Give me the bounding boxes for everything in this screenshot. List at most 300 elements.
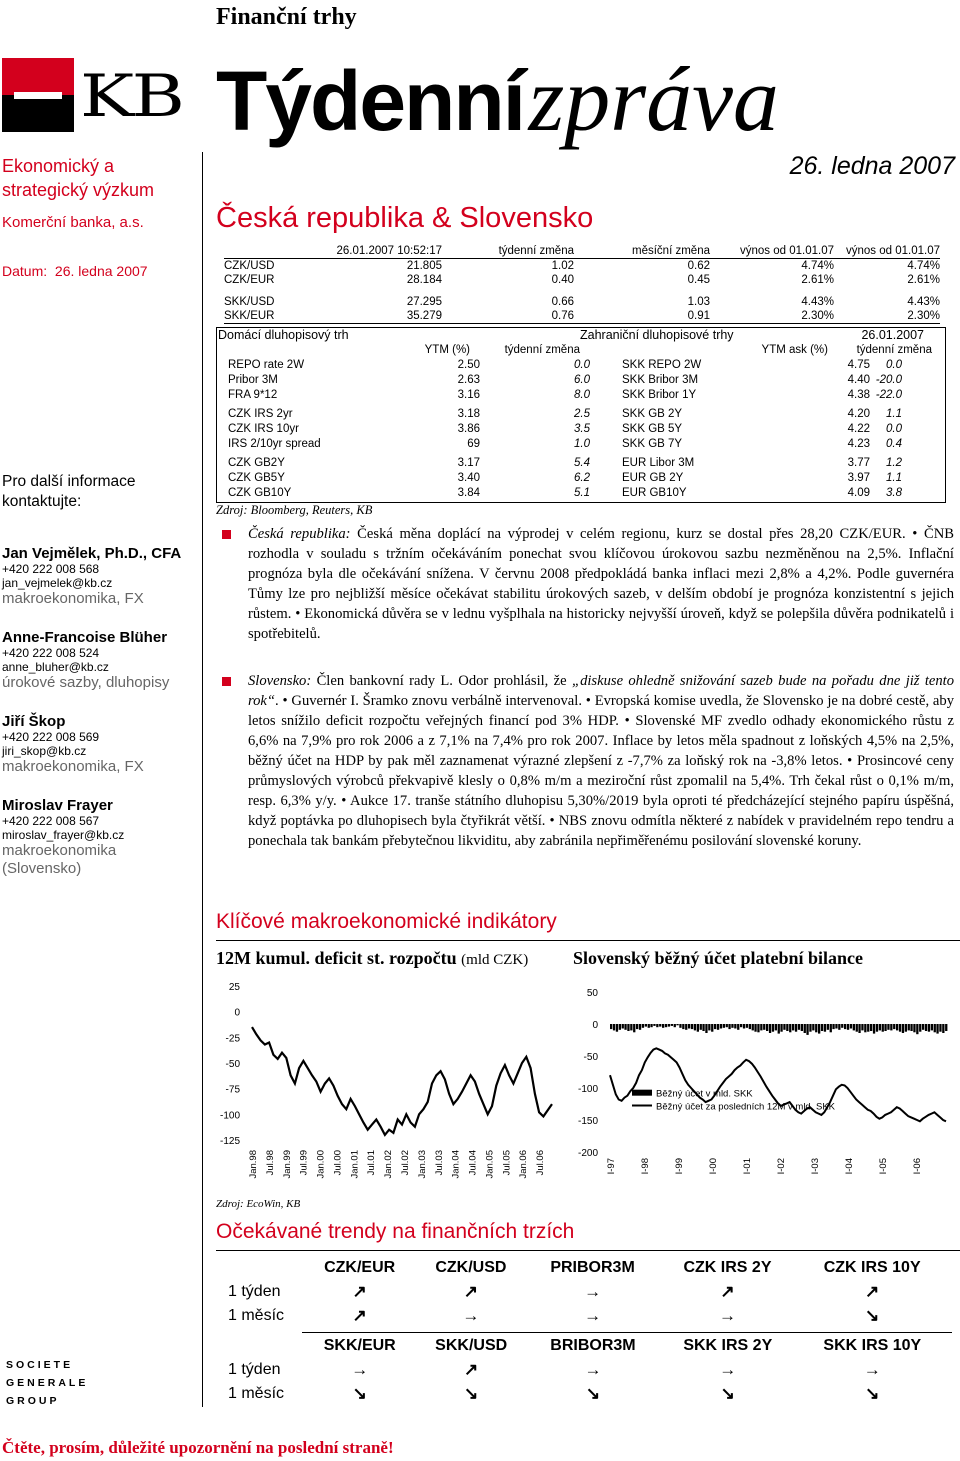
current-account-bar [910, 1024, 912, 1031]
bond-cell: 1.1 [886, 472, 902, 484]
current-account-bar [786, 1024, 788, 1031]
current-account-bar [922, 1024, 924, 1030]
bond-cell: -22.0 [875, 389, 902, 401]
current-account-bar [864, 1024, 866, 1032]
fx-cell: 4.74% [801, 260, 834, 272]
table-row [224, 309, 940, 324]
current-account-bar [697, 1024, 699, 1032]
fx-header: výnos od 01.01.07 [740, 245, 834, 257]
bond-cell: EUR GB10Y [622, 487, 687, 499]
sk-commentary [248, 671, 954, 851]
footer-note: Čtěte, prosím, důležité upozornění na poslední straně! [2, 1438, 394, 1457]
sk-text: Aukce 17. tranše státního dluhopisu 5,30%/2019 byla oproti té předcházející stejného papíru úspěšná, když poptávka po dluhopisech byla čtyřikrát větší. [248, 793, 954, 829]
dot-separator: • [847, 753, 853, 769]
logo-text: KB [80, 62, 183, 130]
current-account-bar [783, 1024, 785, 1030]
sidebar-date [2, 263, 148, 279]
bond-cell: EUR Libor 3M [622, 457, 695, 469]
trend-header: SKK IRS 2Y [683, 1337, 773, 1354]
current-account-bar [893, 1024, 895, 1029]
table-row [218, 456, 942, 471]
x-tick-label: I-97 [606, 1158, 617, 1175]
trends-heading: Očekávané trendy na finančních trzích [216, 1220, 575, 1243]
x-tick-label: I-02 [776, 1158, 787, 1175]
table-row [218, 373, 942, 388]
arrow-up-icon: ↗ [352, 1306, 367, 1325]
current-account-bar [691, 1024, 693, 1029]
sk-text: Slovenské MF zvedlo odhady ekonomického růstu z 6,6% na 7,9% pro rok 2006 a z 7,1% na 7,4% pro rok 2007. Inflace by letos měla spadnout z loňských 4,5% na 2,5%, běžný účet na HDP by pak měl zaznamenat výrazné zlepšení z -7,7% za loňský rok na -3,8% letos. [248, 713, 954, 769]
logo-black-block [2, 95, 74, 132]
fx-cell: 2.61% [801, 274, 834, 286]
x-tick-label: Jul.02 [400, 1150, 411, 1176]
y-tick-label: -150 [577, 1116, 598, 1127]
cz-lead: Česká republika: [248, 526, 351, 542]
current-account-bar [847, 1024, 849, 1030]
dot-separator: • [624, 713, 630, 729]
trend-header: SKK IRS 10Y [823, 1337, 922, 1354]
contact-email[interactable]: anne_bluher@kb.cz [2, 660, 109, 674]
y-tick-label: 50 [586, 988, 598, 999]
sidebar-date-label: Datum: [2, 263, 48, 279]
bond-cell: 0.0 [886, 423, 902, 435]
current-account-bar [936, 1024, 938, 1034]
y-tick-label: 25 [228, 982, 240, 993]
sidebar-date-value: 26. ledna 2007 [54, 263, 148, 279]
bond-cell: 3.84 [457, 487, 480, 499]
table-row [218, 422, 942, 437]
trends-cz-table [228, 1256, 948, 1328]
x-tick-label: I-04 [844, 1158, 855, 1175]
table-row [218, 358, 942, 373]
bond-cell: 5.4 [574, 457, 590, 469]
bond-cell: 5.1 [574, 487, 590, 499]
sk-text: Guvernér I. Šramko znovu verbálně intervenoval. [291, 693, 582, 709]
current-account-bar [642, 1024, 644, 1028]
chart1-title [216, 948, 528, 969]
x-tick-label: Jan.99 [281, 1150, 293, 1179]
bond-cell: 6.0 [574, 374, 590, 386]
col-ytm: YTM (%) [424, 344, 470, 356]
arrow-down-icon: ↘ [585, 1384, 601, 1403]
current-account-bar [656, 1024, 658, 1027]
current-account-bar [905, 1024, 907, 1032]
cz-text: ČNB rozhodla v souladu s tržním očekáváním ponechat svou klíčovou úrokovou sazbu nezměněnou na 2,5%. Inflační prognóza byla dle očekávání snížena. V červnu 2008 předpokládá banka inflaci mezi 2,8% a 4,2%. Podle guvernéra Tůmy lze pro nejbližší měsíce očekávat stabilitu úrokových sazeb, v delším období je prognóza konzistentní s jejich růstem. [248, 526, 955, 622]
current-account-bar [850, 1024, 852, 1029]
arrow-right-icon: → [584, 1306, 602, 1325]
current-account-bar [645, 1024, 647, 1027]
trends-sk-table [228, 1334, 948, 1406]
contact-area: makroekonomika, FX [2, 590, 144, 607]
current-account-bar [702, 1024, 704, 1031]
arrow-right-icon: → [584, 1282, 602, 1301]
deficit-line [252, 1027, 552, 1135]
contact-item [2, 797, 200, 878]
bond-source: Zdroj: Bloomberg, Reuters, KB [216, 503, 373, 517]
x-tick-label: Jan.98 [248, 1150, 259, 1179]
x-tick-label: Jan.03 [416, 1150, 428, 1179]
contact-name: Jan Vejmělek, Ph.D., CFA [2, 545, 182, 562]
bond-cell: 1.1 [886, 408, 902, 420]
contact-area: makroekonomika (Slovensko) [2, 842, 117, 877]
bond-cell: CZK GB10Y [228, 487, 292, 499]
trend-horizon: 1 týden [228, 1361, 281, 1378]
bond-cell: 4.38 [847, 389, 870, 401]
fx-cell: CZK/USD [224, 260, 275, 272]
current-account-bar [939, 1024, 941, 1032]
current-account-bar [818, 1024, 820, 1034]
cz-text: Česká měna doplácí na výprodej v celém regionu, kurz se dostal přes 28,20 CZK/EUR. [357, 526, 906, 542]
bond-cell: CZK GB5Y [228, 472, 285, 484]
bond-cell: 4.75 [847, 359, 870, 371]
current-account-bar [737, 1024, 739, 1030]
table-row [228, 1358, 948, 1382]
spacer-row [224, 287, 940, 295]
bond-cell: CZK IRS 10yr [228, 423, 299, 435]
current-account-bar [688, 1024, 690, 1029]
current-account-bar [665, 1024, 667, 1027]
trend-header: CZK/USD [435, 1259, 507, 1276]
current-account-bar [858, 1024, 860, 1033]
bond-cell: 4.40 [847, 374, 870, 386]
contact-item [2, 713, 200, 797]
arrow-up-icon: ↗ [720, 1282, 735, 1301]
table-row [218, 437, 942, 452]
current-account-bar [659, 1024, 661, 1027]
current-account-bar [723, 1024, 725, 1028]
dot-separator: • [341, 793, 347, 809]
legend-swatch-bar [632, 1090, 652, 1096]
bond-cell: 6.2 [574, 472, 590, 484]
bond-table [218, 328, 942, 358]
fx-cell: 0.76 [551, 310, 574, 322]
trend-header: CZK IRS 2Y [683, 1259, 772, 1276]
report-date: 26. ledna 2007 [789, 152, 955, 180]
arrow-right-icon: → [863, 1360, 881, 1379]
current-account-bar [671, 1024, 673, 1026]
current-account-bar [867, 1024, 869, 1032]
current-account-bar [700, 1024, 702, 1030]
current-account-bar [887, 1024, 889, 1030]
current-account-bar [812, 1024, 814, 1030]
arrow-up-icon: ↗ [352, 1282, 367, 1301]
current-account-bar [942, 1024, 944, 1033]
current-account-bar [896, 1024, 898, 1030]
contact-name: Anne-Francoise Blüher [2, 629, 168, 646]
bond-cell: 4.23 [847, 438, 870, 450]
current-account-bar [928, 1024, 930, 1032]
current-account-bar [630, 1024, 632, 1030]
fx-cell: 35.279 [406, 310, 442, 322]
contact-email[interactable]: jan_vejmelek@kb.cz [2, 576, 113, 590]
current-account-bar [746, 1024, 748, 1028]
current-account-bar [931, 1024, 933, 1030]
fx-header: výnos od 01.01.07 [846, 245, 940, 257]
fx-cell: SKK/USD [224, 296, 275, 308]
y-tick-label: 0 [592, 1020, 598, 1031]
bond-cell: 3.5 [574, 423, 590, 435]
cz-text: Ekonomická důvěra se v lednu vyšplhala na historicky nejvyšší úroveň, když se polepšila důvěra podnikatelů i spotřebitelů. [248, 606, 955, 642]
fx-cell: 0.66 [551, 296, 574, 308]
fx-cell: 0.91 [687, 310, 710, 322]
bond-cell: SKK Bribor 1Y [622, 389, 697, 401]
logo-red-block [2, 58, 74, 95]
current-account-bar [653, 1024, 655, 1026]
current-account-bar [841, 1024, 843, 1028]
arrow-down-icon: ↘ [464, 1384, 479, 1403]
x-tick-label: Jan.05 [484, 1150, 496, 1179]
fx-cell: 2.30% [907, 310, 940, 322]
bond-cell: 2.50 [457, 359, 480, 371]
bond-cell: SKK GB 7Y [622, 438, 683, 450]
contact-phone: +420 222 008 524 [2, 646, 100, 660]
current-account-bar [685, 1024, 687, 1030]
arrow-right-icon: → [351, 1360, 369, 1379]
contact-name: Miroslav Frayer [2, 797, 113, 814]
arrow-down-icon: ↘ [865, 1384, 880, 1403]
bond-cell: 3.8 [886, 487, 902, 499]
sidebar-bank: Komerční banka, a.s. [2, 214, 144, 231]
y-tick-label: -100 [577, 1084, 598, 1095]
kb-logo [2, 58, 202, 132]
y-tick-label: -100 [219, 1110, 240, 1122]
bond-cell: 8.0 [574, 389, 590, 401]
x-tick-label: I-06 [912, 1158, 923, 1175]
contact-phone: +420 222 008 567 [2, 814, 100, 828]
current-account-bar [824, 1024, 826, 1032]
table-row [218, 388, 942, 403]
current-account-bar [789, 1024, 791, 1032]
logo-white-bar [14, 92, 62, 99]
y-tick-label: -125 [219, 1136, 240, 1147]
table-row [218, 471, 942, 486]
arrow-right-icon: → [584, 1360, 602, 1379]
current-account-bar [838, 1024, 840, 1030]
current-account-bar [616, 1024, 618, 1032]
fx-cell: 0.62 [687, 260, 710, 272]
bond-title-row [218, 328, 942, 343]
bond-cell: REPO rate 2W [228, 359, 305, 371]
fx-cell: 4.43% [801, 296, 834, 308]
contact-area: úrokové sazby, dluhopisy [2, 674, 170, 691]
fx-cell: 28.184 [406, 274, 442, 286]
current-account-bar [668, 1024, 670, 1027]
x-tick-label: Jan.02 [383, 1150, 395, 1179]
y-tick-label: -25 [225, 1033, 240, 1045]
current-account-bar [627, 1024, 629, 1031]
x-tick-label: I-01 [742, 1158, 753, 1175]
trend-header: PRIBOR3M [550, 1259, 635, 1276]
current-account-bar [648, 1024, 650, 1028]
bond-cell: FRA 9*12 [228, 389, 278, 401]
current-account-bar [925, 1024, 927, 1031]
sk-text: Prosincové ceny průmyslových výrobců překvapivě klesly o 0,8% m/m a meziroční růst zpomalil na 5,4%. Trh čekal růst o 0,1% m/m, resp. 6,3% y/y. [248, 753, 954, 809]
current-account-bar [711, 1024, 713, 1032]
bond-cell: -20.0 [875, 374, 902, 386]
fx-cell: CZK/EUR [224, 274, 275, 286]
trends-divider [216, 1250, 960, 1251]
current-account-bar [769, 1024, 771, 1033]
current-account-bar [775, 1024, 777, 1030]
current-account-bar [882, 1024, 884, 1032]
fx-cell: 4.43% [907, 296, 940, 308]
bond-cell: SKK REPO 2W [622, 359, 702, 371]
domestic-title: Domácí dluhopisový trh [218, 328, 349, 342]
current-account-bar [801, 1024, 803, 1031]
contact-email[interactable]: jiri_skop@kb.cz [2, 744, 87, 758]
x-tick-label: Jul.98 [264, 1150, 276, 1176]
bond-cell: 3.18 [457, 408, 480, 420]
current-account-bar [821, 1024, 823, 1031]
fx-cell: 0.45 [687, 274, 710, 286]
chart-source: Zdroj: EcoWin, KB [216, 1198, 301, 1210]
trend-horizon: 1 měsíc [228, 1385, 285, 1402]
col-weekly-change: týdenní změna [504, 344, 580, 356]
sk-text: . [275, 693, 283, 709]
title-italic: zpráva [528, 48, 779, 150]
current-account-bar [916, 1024, 918, 1034]
current-account-bar [830, 1024, 832, 1032]
contact-phone: +420 222 008 568 [2, 562, 100, 576]
current-account-bar [705, 1024, 707, 1033]
bond-cell: 4.09 [847, 487, 870, 499]
fx-cell: SKK/EUR [224, 310, 275, 322]
current-account-bar [853, 1024, 855, 1030]
current-account-bar [734, 1024, 736, 1029]
trends-mid-divider [302, 1332, 952, 1333]
title-main: Týdenní [216, 54, 525, 148]
current-account-bar [682, 1024, 684, 1029]
macro-divider [216, 940, 960, 941]
arrow-right-icon: → [462, 1306, 480, 1325]
table-row [228, 1280, 948, 1304]
current-account-bar [890, 1024, 892, 1030]
current-account-bar [913, 1024, 915, 1032]
x-tick-label: Jul.05 [501, 1150, 513, 1176]
sidebar-dept: Ekonomický a strategický výzkum [2, 156, 155, 200]
chart2-title: Slovenský běžný účet platební bilance [573, 948, 864, 968]
bullet-square [222, 677, 231, 686]
table-row [218, 407, 942, 422]
sk-quote: „diskuse ohledně snižování sazeb bude na pořadu dne již tento rok“ [248, 673, 955, 709]
fx-cell: 27.295 [406, 296, 442, 308]
y-tick-label: -50 [225, 1059, 240, 1070]
x-tick-label: Jul.99 [298, 1150, 310, 1176]
trend-header: SKK/EUR [323, 1337, 396, 1354]
table-row [224, 259, 940, 274]
current-account-bar [879, 1024, 881, 1030]
current-account-bar [815, 1024, 817, 1032]
arrow-up-icon: ↗ [463, 1282, 478, 1301]
sg-logo-line: GROUP [6, 1395, 60, 1407]
y-tick-label: 0 [234, 1007, 240, 1019]
bond-cell: 1.2 [886, 457, 902, 469]
current-account-bar [717, 1024, 719, 1030]
trend-header: BRIBOR3M [550, 1337, 636, 1354]
contact-email[interactable]: miroslav_frayer@kb.cz [2, 828, 125, 842]
dot-separator: • [585, 693, 591, 709]
fx-cell: 4.74% [907, 260, 940, 272]
x-tick-label: I-03 [810, 1158, 821, 1175]
sg-logo-line: SOCIETE [6, 1359, 74, 1371]
arrow-down-icon: ↘ [352, 1384, 367, 1403]
bond-cell: 3.97 [847, 472, 870, 484]
current-account-bar [726, 1024, 728, 1027]
current-account-bar [728, 1024, 730, 1029]
current-account-bar [792, 1024, 794, 1030]
chart1-unit: (mld CZK) [461, 952, 529, 968]
trend-corner [228, 1334, 304, 1358]
col-weekly-change-2: týdenní změna [856, 344, 932, 356]
bond-cell: CZK GB2Y [228, 457, 285, 469]
y-tick-label: -50 [583, 1052, 598, 1063]
dot-separator: • [295, 606, 301, 622]
table-row [224, 295, 940, 309]
arrow-up-icon: ↗ [865, 1282, 880, 1301]
sg-logo [6, 1356, 88, 1410]
contact-area: makroekonomika, FX [2, 758, 144, 775]
bond-cell: 3.77 [847, 457, 870, 469]
current-account-bar [870, 1024, 872, 1031]
fx-cell: 1.02 [551, 260, 574, 272]
trend-header: SKK/USD [435, 1337, 508, 1354]
current-account-bar [832, 1024, 834, 1029]
section-title: Finanční trhy [216, 4, 357, 30]
current-account-bar [639, 1024, 641, 1030]
bond-cell: IRS 2/10yr spread [228, 438, 321, 450]
sk-lead: Slovensko: [248, 673, 312, 689]
fx-header: 26.01.2007 10:52:17 [336, 245, 442, 257]
current-account-bar [679, 1024, 681, 1028]
bond-cell: SKK GB 2Y [622, 408, 683, 420]
current-account-bar [752, 1024, 754, 1030]
current-account-bar [778, 1024, 780, 1034]
bond-cell: 2.63 [457, 374, 480, 386]
arrow-right-icon: → [718, 1306, 736, 1325]
fx-cell: 1.03 [687, 296, 710, 308]
current-account-bar [780, 1024, 782, 1032]
trend-header: CZK/EUR [324, 1259, 396, 1276]
current-account-bar [945, 1024, 947, 1031]
current-account-bar [827, 1024, 829, 1030]
bond-cell: SKK Bribor 3M [622, 374, 699, 386]
legend-label: Běžný účet za posledních 12M v mld. SKK [656, 1101, 836, 1113]
current-account-bar [934, 1024, 936, 1032]
sg-logo-line: GENERALE [6, 1377, 89, 1389]
bullet-square [222, 530, 231, 539]
x-tick-label: Jul.04 [467, 1150, 479, 1176]
x-tick-label: Jan.00 [315, 1150, 327, 1179]
sk-text: Evropská komise uvedla, že Slovensko je na dobré cestě, aby letos snížilo deficit rozpočtu veřejných financí pod 3% HDP. [248, 693, 954, 729]
fx-cell: 2.61% [907, 274, 940, 286]
current-account-bar [674, 1024, 676, 1027]
current-account-bar [760, 1024, 762, 1030]
fx-table [224, 244, 940, 324]
current-account-bar [619, 1024, 621, 1030]
macro-heading: Klíčové makroekonomické indikátory [216, 910, 557, 933]
current-account-bar [610, 1024, 612, 1029]
sk-current-account-chart [570, 972, 956, 1194]
current-account-bar [743, 1024, 745, 1029]
dot-separator: • [282, 693, 288, 709]
fx-cell: 0.40 [551, 274, 574, 286]
bond-cell: 0.4 [886, 438, 902, 450]
current-account-bar [908, 1024, 910, 1030]
current-account-bar [795, 1024, 797, 1032]
current-account-bar [708, 1024, 710, 1030]
current-account-bar [902, 1024, 904, 1033]
trend-horizon: 1 měsíc [228, 1307, 285, 1324]
current-account-bar [835, 1024, 837, 1029]
